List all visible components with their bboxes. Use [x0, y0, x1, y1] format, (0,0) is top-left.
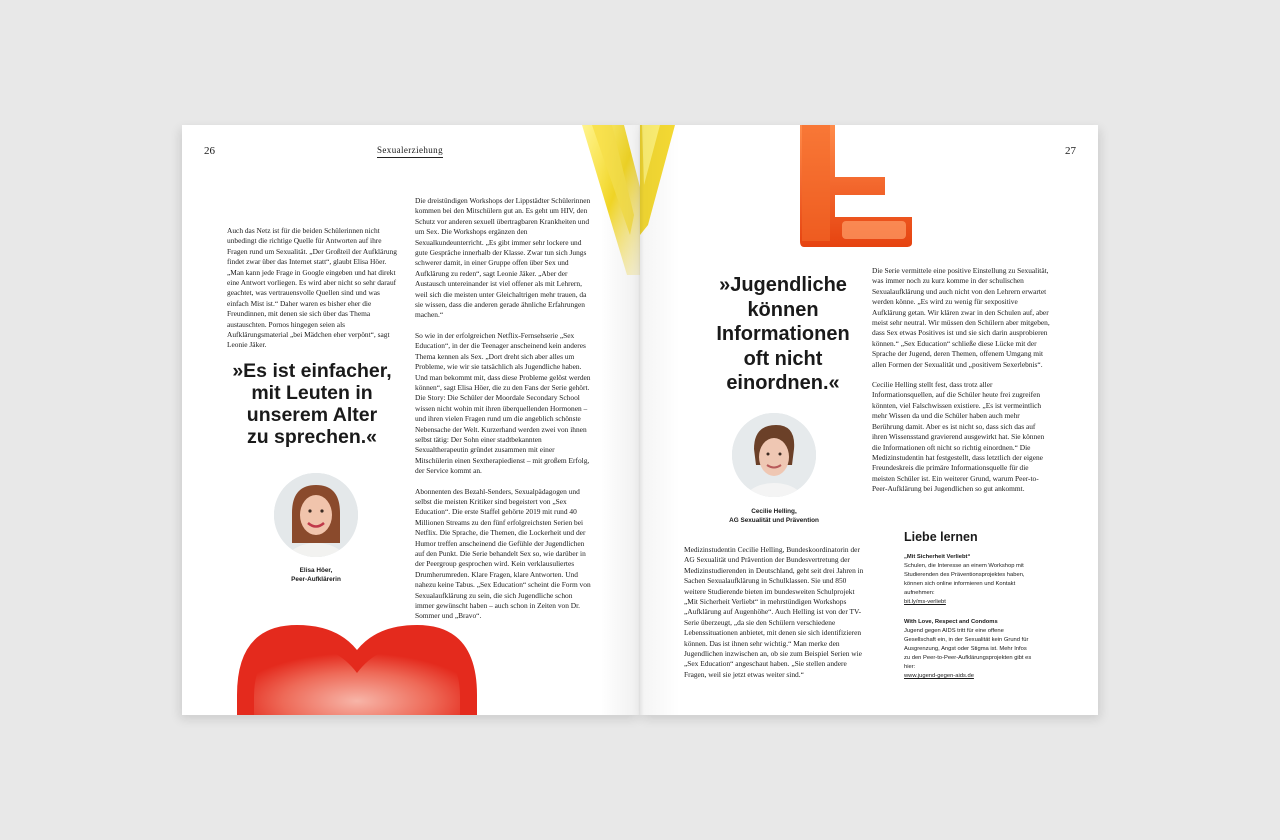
info-item-title: With Love, Respect and Condoms — [904, 619, 998, 625]
avatar-cecilie — [732, 413, 816, 497]
quote-line: zu sprechen.« — [246, 426, 378, 448]
right-col1-text — [684, 545, 864, 690]
paragraph: Medizinstudentin Cecilie Helling, Bundeskoordinatorin der AG Sexualität und Prävention der Bundesvertretung der Medizinstudierenden in Deutschland, geht seit drei Jahren in Sachen Sexualaufklärung in Schulklassen. Sie und 850 weitere Studierende bieten im bundesweiten Schulprojekt „Mit Sicherheit Verliebt“ in mehrstündigen Workshops „Aufklärung auf Augenhöhe“. Auch Helling ist von der TV-Serie überzeugt, „da sie den Schülern verschiedene Lebenssituationen anbietet, mit denen sie sich identifizieren können. Das ist ihnen sehr wichtig.“ Man merke den Jugendlichen inzwischen an, ob sie zum Beispiel Serien wie „Sex Education“ angeschaut haben. „Sie stellen andere Fragen, weil sie jetzt etwas weiter sind.“ — [684, 545, 864, 679]
quote-line: Informationen — [716, 323, 850, 345]
info-box-title: Liebe lernen — [904, 530, 978, 544]
paragraph: Die Serie vermittele eine positive Einstellung zu Sexualität, was immer noch zu kurz komme in der schulischen Sexualaufklärung und auch nicht von den Lehrern erwartet werden könne. „Es wird zu wenig für sexpositive Aufklärung getan. Wir klären zwar in den Schulen auf, aber meist sehr neutral. Wir müssen den Schülern aber mitgeben, dass Sex etwas Positives ist und sie sich darin ausprobieren können.“ „Sex Education“ schließe diese Lücke mit der Sprache der Jugend, deren Themen, offenem Umgang mit allen Formen der Sexualität und „positivem Sexerlebnis“. — [872, 266, 1050, 369]
quote-line: mit Leuten in — [251, 382, 373, 404]
info-item-text: Jugend gegen AIDS tritt für eine offene Gesellschaft ein, in der Sexualität kein Grund für Ausgrenzung, Angst oder Stigma ist. Mehr Infos zu den Peer-to-Peer-Aufklärungsprojekten gibt es hier: — [904, 628, 1032, 670]
left-page — [182, 125, 640, 715]
pull-quote-left — [222, 360, 402, 448]
orange-letter-e — [790, 125, 920, 247]
person-role: AG Sexualität und Prävention — [729, 517, 819, 524]
person-name: Elisa Höer, — [299, 567, 333, 574]
info-box-liebe-lernen — [904, 530, 1034, 681]
person-name: Cecilie Helling, — [751, 508, 797, 515]
quote-line: können — [747, 298, 819, 321]
paragraph: So wie in der erfolgreichen Netflix-Fernsehserie „Sex Education“, in der die Teenager anscheinend kein anderes Thema kennen als Sex. „Dort dreht sich aber alles um Probleme, wie wir sie tatsächlich als Jugendliche haben. Und man bekommt mit, dass diese Probleme gelöst werden können“, sagt Elisa Höer, die zu den Fans der Serie gehört. Die Story: Die Schüler der Moordale Secondary School wissen nicht wohin mit ihren überquellenden Hormonen – und ihren vielen Fragen rund um die angeblich schönste Nebensache der Welt. Kurzerhand werden zwei von ihnen selbst tätig: Der Sohn einer stadtbekannten Sexualtherapeutin gründet zusammen mit einer Mitschülerin einen Sextherapiedienst – mit großem Erfolg, der Service kommt an. — [415, 330, 591, 476]
left-col1-text — [227, 226, 397, 361]
paragraph: Cecilie Helling stellt fest, dass trotz aller Informationsquellen, auf die Schüler heute frei zugreifen könnten, viel Falschwissen existiere. „Es ist vermeintlich mehr Wissen da und die Schüler haben auch mehr Berührung damit. Aber es ist nicht so, dass sich das auf ihren Wissensstand gravierend ausgewirkt hat. Sie können die Informationen oft nicht so richtig einordnen.“ Die Medizinstudentin hat festgestellt, dass letztlich der eigene Freundeskreis die primäre Informationsquelle für die meisten Schüler ist. Ein weiterer Grund, warum Peer-to-Peer-Aufklärung bei Jugendlichen so gut ankommt. — [872, 380, 1045, 494]
quote-line: oft nicht — [743, 347, 823, 370]
info-item-link[interactable]: bit.ly/ms-verliebt — [904, 599, 946, 605]
quote-line: »Es ist einfacher, — [232, 360, 392, 382]
caption-elisa — [252, 566, 380, 584]
portrait-illustration — [274, 473, 358, 557]
quote-line: »Jugendliche — [719, 274, 847, 296]
quote-line: einordnen.« — [726, 372, 840, 394]
page-number-right: 27 — [1065, 145, 1076, 157]
info-item-text: Schulen, die Interesse an einem Workshop mit Studierenden des Präventionsprojektes haben, können sich online informieren und Kontakt aufnehmen: — [904, 563, 1025, 596]
info-item-link[interactable]: www.jugend-gegen-aids.de — [904, 673, 974, 679]
left-col2-text — [415, 196, 591, 632]
running-head: Sexualerziehung — [377, 145, 443, 158]
page-number-left: 26 — [204, 145, 215, 157]
info-item-title: „Mit Sicherheit Verliebt“ — [904, 554, 971, 560]
yellow-letter-v-right — [640, 125, 680, 235]
avatar-elisa — [274, 473, 358, 557]
caption-cecilie — [710, 507, 838, 525]
pull-quote-right — [688, 273, 878, 396]
portrait-illustration — [732, 413, 816, 497]
paragraph: Abonnenten des Bezahl-Senders, Sexualpädagogen und selbst die meisten Kritiker sind begeistert von „Sex Education“. Die erste Staffel gehörte 2019 mit rund 40 Millionen Streams zu den fünf erfolgreichsten Serien bei Netflix. Die Sprache, die Themen, die Lockerheit und der Humor treffen anscheinend die Gefühle der Jugendlichen auf den Punkt. Die Serie behandelt Sex so, wie darüber in der Peergroup gesprochen wird. Kein verklausuliertes Drumherumreden. Klare Fragen, klare Antworten. Und nahezu keine Tabus. „Sex Education“ scheint die Form von Sexualaufklärung zu sein, die sich Jugendliche schon immer gewünscht haben – auch schon in Zeiten von Dr. Sommer und „Bravo“. — [415, 486, 591, 621]
right-col2-text — [872, 266, 1052, 505]
quote-line: unserem Alter — [246, 404, 378, 426]
paragraph: Auch das Netz ist für die beiden Schülerinnen nicht unbedingt die richtige Quelle für Antworten auf ihre Fragen rund um Sexualität. „Der Großteil der Aufklärung findet zwar über das Internet statt“, glaubt Elisa Höer. „Man kann jede Frage in Google eingeben und hat direkt eine Antwort vorliegen. Es wird aber nicht so sehr darauf geachtet, was vertrauensvolle Quellen sind und was einfach Mist ist.“ Daher waren es bisher eher die Freundinnen, mit denen sie sich über das Thema austauschten. Pornos hingegen seien als Aufklärungsmaterial „bei Mädchen eher verpönt“, sagt Leonie Jäker. — [227, 226, 397, 350]
person-role: Peer-Aufklärerin — [291, 576, 341, 583]
paragraph: Die dreistündigen Workshops der Lippstädter Schülerinnen kommen bei den Mitschülern gut an. Es geht um HIV, den Schutz vor anderen sexuell übertragbaren Krankheiten und um Sex. Die Workshops ergänzen den Sexualkundeunterricht. „Es gibt immer sehr lockere und gute Gespräche innerhalb der Klasse. Zwar tun sich Jungs schwerer damit, in einer Gruppe offen über Sex und Aufklärung zu reden“, sagt Leonie Jäker. „Aber der Austausch untereinander ist viel offener als mit Lehrern, weil sich die meisten unter Gleichaltrigen mehr trauen, da sie wissen, dass die anderen gerade ähnliche Erfahrungen machen.“ — [415, 196, 591, 320]
right-page — [640, 125, 1098, 715]
